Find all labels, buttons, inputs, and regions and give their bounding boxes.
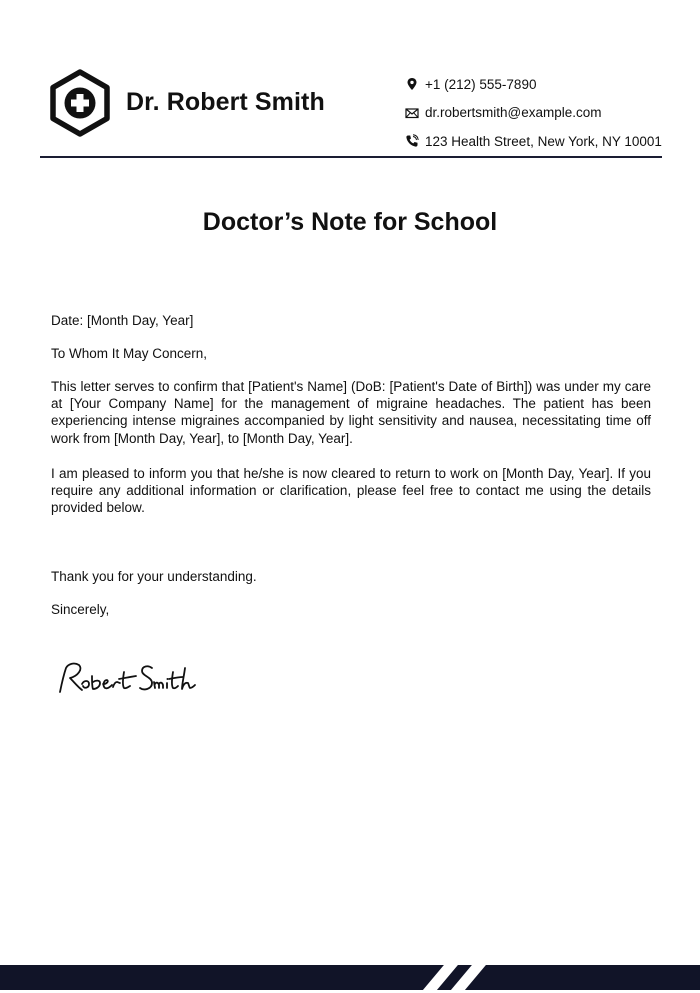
header-divider bbox=[40, 156, 662, 158]
paragraph-1: This letter serves to confirm that [Patient's Name] (DoB: [Patient's Date of Birth]) was under my care at [Your Company Name] for the management of migraine headaches. The patient has been experiencing intense migraines accompanied by light sensitivity and nausea, necessitating time off work from [Month Day, Year], to [Month Day, Year]. bbox=[51, 379, 651, 446]
location-pin-icon bbox=[405, 77, 419, 91]
contact-address-text: 123 Health Street, New York, NY 10001 bbox=[425, 133, 662, 149]
paragraph-2: I am pleased to inform you that he/she is now cleared to return to work on [Month Day, Year]. If you require any additional information or clarification, please feel free to contact me using the details provided below. bbox=[51, 466, 651, 516]
document-title: Doctor’s Note for School bbox=[202, 208, 498, 236]
envelope-icon bbox=[405, 106, 419, 120]
date-line: Date: [Month Day, Year] bbox=[51, 313, 194, 328]
contact-address-row bbox=[405, 127, 665, 156]
sign-off: Sincerely, bbox=[51, 602, 110, 617]
contact-email-text: dr.robertsmith@example.com bbox=[425, 105, 602, 121]
handwritten-signature bbox=[48, 654, 218, 704]
footer-band bbox=[0, 965, 700, 990]
medical-cross-hexagon-icon bbox=[48, 69, 112, 137]
phone-icon bbox=[405, 134, 419, 148]
doctor-name: Dr. Robert Smith bbox=[126, 88, 325, 116]
contact-block bbox=[405, 70, 665, 156]
contact-email-row bbox=[405, 99, 665, 128]
salutation: To Whom It May Concern, bbox=[51, 346, 208, 361]
contact-phone-row bbox=[405, 70, 665, 99]
contact-phone-text: +1 (212) 555-7890 bbox=[425, 76, 537, 92]
closing-thanks: Thank you for your understanding. bbox=[51, 569, 257, 584]
